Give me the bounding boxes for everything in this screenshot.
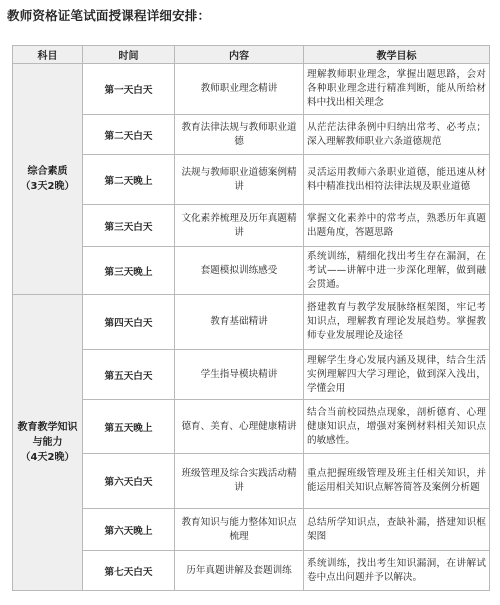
subject-duration: （3天2晚） [20, 181, 75, 192]
table-row [13, 454, 490, 509]
goal-cell: 从茫茫法律条例中归纳出常考、必考点；深入理解教师职业六条道德规范 [304, 115, 490, 155]
time-cell: 第五天晚上 [83, 400, 175, 454]
table-row [13, 350, 490, 400]
content-cell: 历年真题讲解及套题训练 [175, 551, 304, 591]
content-cell: 教育基础精讲 [175, 295, 304, 350]
subject-cell [13, 295, 83, 591]
subject-duration: （4天2晚） [20, 452, 75, 463]
schedule-table [12, 45, 490, 591]
header-time: 时间 [83, 46, 175, 64]
table-row [13, 400, 490, 454]
time-cell: 第四天白天 [83, 295, 175, 350]
goal-cell: 掌握文化素养中的常考点，熟悉历年真题出题角度，答题思路 [304, 205, 490, 247]
goal-cell: 灵活运用教师六条职业道德，能迅速从材料中精准找出相符法律法规及职业道德 [304, 155, 490, 205]
content-cell: 教育法律法规与教师职业道德 [175, 115, 304, 155]
time-cell: 第二天白天 [83, 115, 175, 155]
content-cell: 法规与教师职业道德案例精讲 [175, 155, 304, 205]
time-cell: 第三天晚上 [83, 247, 175, 295]
goal-cell: 理解学生身心发展内涵及规律，结合生活实例理解四大学习理论，做到深入浅出，学懂会用 [304, 350, 490, 400]
goal-cell: 系统训练，精细化找出考生存在漏洞，在考试——讲解中进一步深化理解，做到融会贯通。 [304, 247, 490, 295]
content-cell: 文化素养梳理及历年真题精讲 [175, 205, 304, 247]
page-title: 教师资格证笔试面授课程详细安排： [7, 8, 211, 23]
table-row [13, 551, 490, 591]
header-content: 内容 [175, 46, 304, 64]
table-row [13, 247, 490, 295]
time-cell: 第一天白天 [83, 64, 175, 115]
content-cell: 班级管理及综合实践活动精讲 [175, 454, 304, 509]
subject-name: 教育教学知识与能力 [17, 422, 78, 448]
table-row [13, 115, 490, 155]
table-header-row [13, 46, 490, 64]
time-cell: 第六天晚上 [83, 509, 175, 551]
goal-cell: 结合当前校园热点现象，剖析德育、心理健康知识点，增强对案例材料相关知识点的敏感性。 [304, 400, 490, 454]
subject-name: 综合素质 [27, 166, 68, 177]
table-row [13, 64, 490, 115]
time-cell: 第二天晚上 [83, 155, 175, 205]
subject-cell [13, 64, 83, 295]
time-cell: 第七天白天 [83, 551, 175, 591]
goal-cell: 理解教师职业理念，掌握出题思路，会对各种职业理念进行精准判断，能从所给材料中找出相关理念 [304, 64, 490, 115]
content-cell: 学生指导模块精讲 [175, 350, 304, 400]
goal-cell: 重点把握班级管理及班主任相关知识，并能运用相关知识点解答简答及案例分析题 [304, 454, 490, 509]
goal-cell: 系统训练，找出考生知识漏洞，在讲解试卷中点出问题并予以解决。 [304, 551, 490, 591]
time-cell: 第五天白天 [83, 350, 175, 400]
table-row [13, 205, 490, 247]
table-row [13, 155, 490, 205]
goal-cell: 总结所学知识点，查缺补漏，搭建知识框架图 [304, 509, 490, 551]
header-goal: 教学目标 [304, 46, 490, 64]
content-cell: 教育知识与能力整体知识点梳理 [175, 509, 304, 551]
content-cell: 德育、美育、心理健康精讲 [175, 400, 304, 454]
table-row [13, 295, 490, 350]
goal-cell: 搭建教育与教学发展脉络框架图，牢记考知识点，理解教育理论发展趋势。掌握教师专业发展理论及途径 [304, 295, 490, 350]
time-cell: 第六天白天 [83, 454, 175, 509]
time-cell: 第三天白天 [83, 205, 175, 247]
content-cell: 套题模拟训练感受 [175, 247, 304, 295]
table-row [13, 509, 490, 551]
header-subject: 科目 [13, 46, 83, 64]
content-cell: 教师职业理念精讲 [175, 64, 304, 115]
